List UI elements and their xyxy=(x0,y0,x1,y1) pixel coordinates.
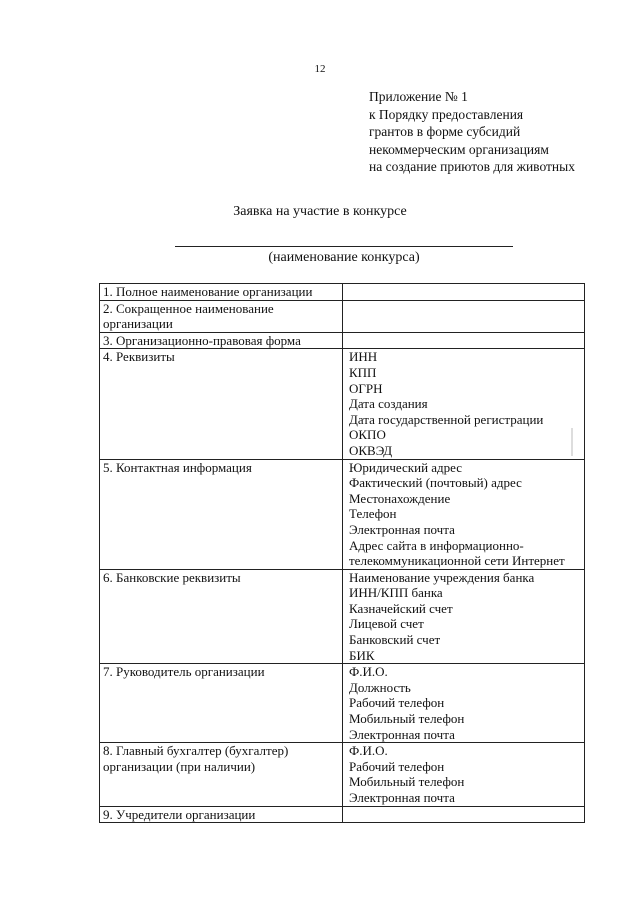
contest-name-caption: (наименование конкурса) xyxy=(268,250,420,265)
field-label xyxy=(349,284,581,300)
field-label: Электронная почта xyxy=(349,790,455,805)
table-row xyxy=(100,743,585,806)
row-label-cell xyxy=(100,569,343,664)
row-label: 8. Главный бухгалтер (бухгалтер) организации (при наличии) xyxy=(103,743,289,774)
table-row xyxy=(100,664,585,743)
application-form-table xyxy=(99,283,585,823)
row-label: 3. Организационно-правовая форма xyxy=(103,332,301,348)
field-label: Фактический (почтовый) адрес xyxy=(349,475,522,491)
appendix-header xyxy=(369,88,575,176)
field-label: Дата государственной регистрации xyxy=(349,411,544,427)
row-label: 5. Контактная информация xyxy=(103,459,252,475)
row-label-cell xyxy=(100,806,343,823)
page-number: 12 xyxy=(314,63,326,75)
row-label-cell xyxy=(100,664,343,743)
appendix-line: к Порядку предоставления xyxy=(369,106,524,122)
field-label: Адрес сайта в информационно-телекоммуникационной сети Интернет xyxy=(349,537,565,569)
scan-artifact-mark xyxy=(571,428,573,456)
row-value-cell xyxy=(343,349,585,459)
appendix-line: Приложение № 1 xyxy=(369,89,468,104)
row-label: 6. Банковские реквизиты xyxy=(103,569,241,585)
field-label: ОКПО xyxy=(349,427,386,443)
field-label: Рабочий телефон xyxy=(349,758,445,774)
field-label: Казначейский счет xyxy=(349,600,453,616)
row-value-cell xyxy=(343,300,585,332)
form-title: Заявка на участие в конкурсе xyxy=(233,204,407,219)
row-value-cell xyxy=(343,284,585,301)
field-label: Ф.И.О. xyxy=(349,664,388,680)
field-label: Мобильный телефон xyxy=(349,774,465,790)
table-row xyxy=(100,806,585,823)
table-row xyxy=(100,332,585,349)
field-label: БИК xyxy=(349,647,375,663)
field-label: Должность xyxy=(349,679,411,695)
row-value-cell xyxy=(343,743,585,806)
table-row xyxy=(100,569,585,664)
field-label: КПП xyxy=(349,364,377,380)
table-row xyxy=(100,284,585,301)
field-label: ИНН/КПП банка xyxy=(349,585,443,601)
row-label: 7. Руководитель организации xyxy=(103,664,265,680)
field-label: Электронная почта xyxy=(349,521,455,537)
field-label: ОГРН xyxy=(349,380,383,396)
row-label-cell xyxy=(100,332,343,349)
appendix-line: на создание приютов для животных xyxy=(369,159,575,174)
table-row xyxy=(100,459,585,569)
field-label: ИНН xyxy=(349,349,378,365)
row-value-cell xyxy=(343,569,585,664)
row-label-cell xyxy=(100,300,343,332)
row-value-cell xyxy=(343,332,585,349)
row-value-cell xyxy=(343,664,585,743)
field-label: Дата создания xyxy=(349,396,428,412)
appendix-line: некоммерческим организациям xyxy=(369,141,549,157)
field-label: Банковский счет xyxy=(349,632,441,648)
row-label-cell xyxy=(100,349,343,459)
field-label: Мобильный телефон xyxy=(349,711,465,727)
field-label: Рабочий телефон xyxy=(349,695,445,711)
field-label: Ф.И.О. xyxy=(349,743,388,759)
row-label-cell xyxy=(100,743,343,806)
field-label: Лицевой счет xyxy=(349,616,424,632)
row-label: 4. Реквизиты xyxy=(103,349,175,365)
row-value-cell xyxy=(343,806,585,823)
field-label: ОКВЭД xyxy=(349,442,393,458)
row-label: 2. Сокращенное наименование организации xyxy=(103,300,274,332)
appendix-line: грантов в форме субсидий xyxy=(369,124,521,139)
field-label: Юридический адрес xyxy=(349,459,463,475)
field-label xyxy=(349,333,581,349)
table-row xyxy=(100,349,585,459)
row-label: 1. Полное наименование организации xyxy=(103,284,313,299)
field-label: Наименование учреждения банка xyxy=(349,569,535,585)
row-label: 9. Учредители организации xyxy=(103,806,256,822)
table-row xyxy=(100,300,585,332)
row-label-cell xyxy=(100,284,343,301)
field-label xyxy=(349,807,581,823)
field-label: Местонахождение xyxy=(349,490,451,506)
field-label: Телефон xyxy=(349,506,397,522)
row-value-cell xyxy=(343,459,585,569)
row-label-cell xyxy=(100,459,343,569)
contest-name-field-line xyxy=(175,246,513,247)
field-label: Электронная почта xyxy=(349,726,455,742)
field-label xyxy=(349,301,581,317)
